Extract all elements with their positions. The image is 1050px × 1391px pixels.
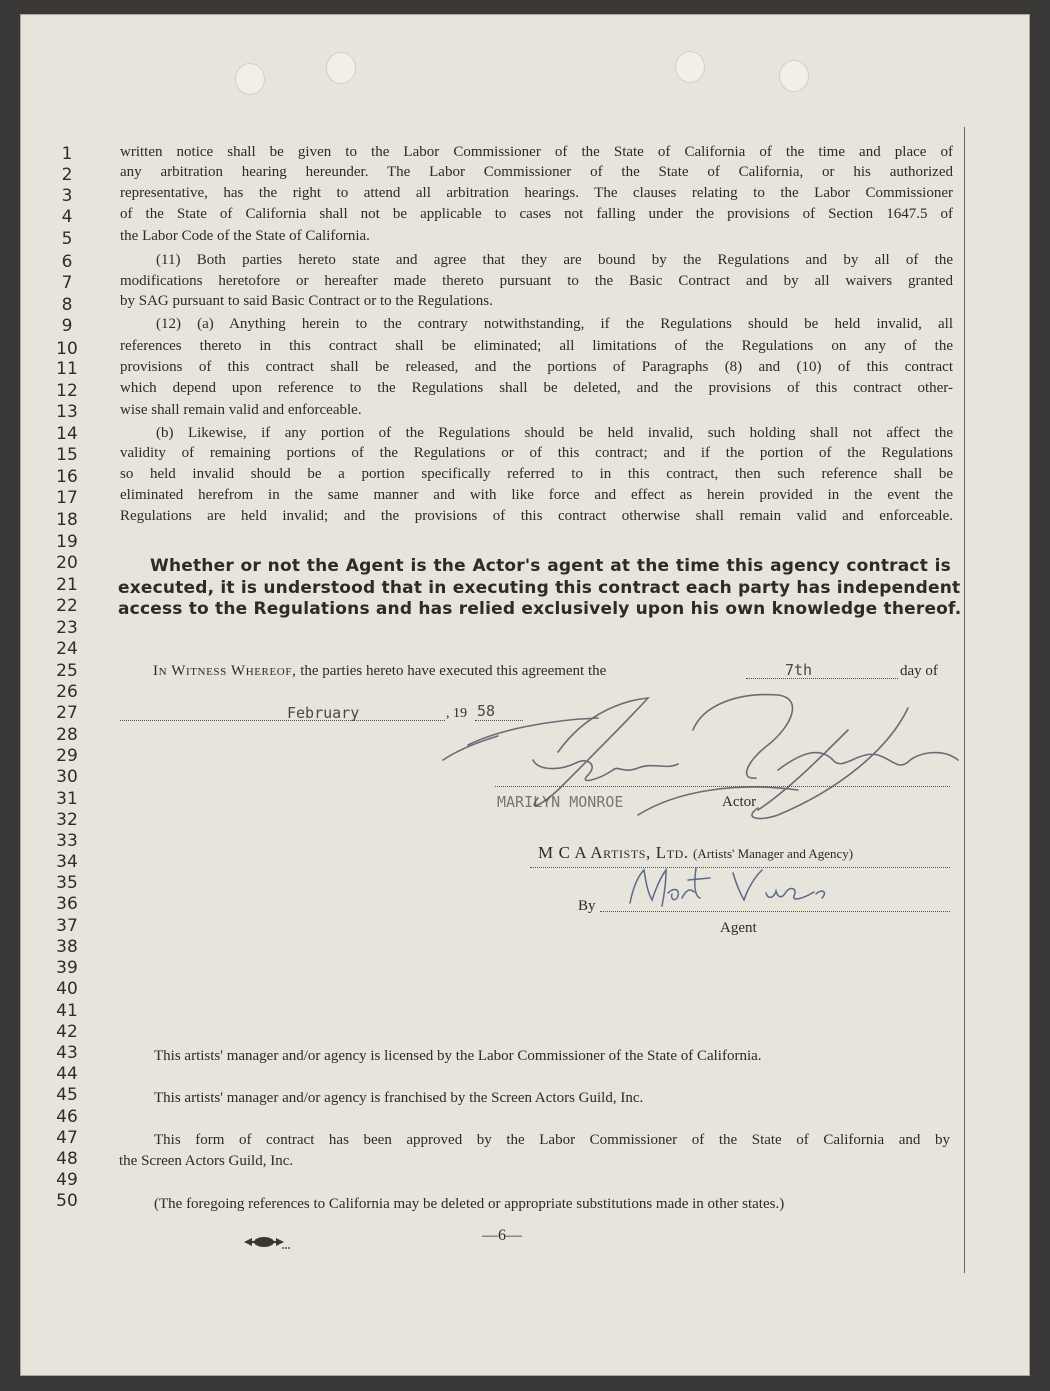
- month-line: [120, 720, 445, 721]
- line-number: 33: [56, 831, 78, 851]
- line-number: 14: [56, 424, 78, 444]
- body-line: of the State of California shall not be applicable to cases not falling under the provisions of Section 1647.5 of: [120, 206, 953, 222]
- day-of-label: day of: [900, 663, 938, 679]
- witness-text: the parties hereto have executed this agreement the: [300, 663, 607, 679]
- line-number: 43: [56, 1043, 78, 1063]
- substitution-note: (The foregoing references to California may be deleted or appropriate substitutions made in other states.): [154, 1196, 785, 1212]
- actor-name: MARILYN MONROE: [497, 793, 624, 811]
- line-number: 2: [61, 165, 73, 185]
- witness-lead: In Witness Whereof,: [153, 663, 297, 679]
- actor-signature: [438, 690, 978, 830]
- line-number: 23: [56, 618, 78, 638]
- body-line: Regulations are held invalid; and the provisions of this contract otherwise shall remain valid and enforceable.: [120, 508, 953, 524]
- year-value: 58: [477, 702, 496, 720]
- line-number: 19: [56, 532, 78, 552]
- line-number: 30: [56, 767, 78, 787]
- body-line: (b) Likewise, if any portion of the Regulations should be held invalid, such holding shall not affect the: [156, 425, 953, 441]
- month-value: February: [287, 704, 360, 722]
- body-line: (11) Both parties hereto state and agree that they are bound by the Regulations and by all of the: [156, 252, 953, 268]
- line-number: 49: [56, 1170, 78, 1190]
- line-number: 31: [56, 789, 78, 809]
- body-line: (12) (a) Anything herein to the contrary notwithstanding, if the Regulations should be held invalid, all: [156, 316, 953, 332]
- line-number: 17: [56, 488, 78, 508]
- line-number: 46: [56, 1107, 78, 1127]
- notice-line: Whether or not the Agent is the Actor's agent at the time this agency contract is: [150, 556, 951, 576]
- punch-hole: [779, 60, 809, 92]
- line-number: 6: [61, 252, 73, 272]
- agency-role: (Artists' Manager and Agency): [693, 846, 854, 861]
- line-number: 13: [56, 402, 78, 422]
- body-line: wise shall remain valid and enforceable.: [120, 402, 362, 418]
- notice-line: executed, it is understood that in executing this contract each party has independent: [118, 578, 961, 598]
- line-number: 16: [56, 467, 78, 487]
- punch-hole: [326, 52, 356, 84]
- line-number: 44: [56, 1064, 78, 1084]
- line-number: 9: [61, 316, 73, 336]
- line-number: 45: [56, 1085, 78, 1105]
- line-number: 24: [56, 639, 78, 659]
- line-number: 11: [56, 359, 78, 379]
- line-number: 3: [61, 186, 73, 206]
- day-value: 7th: [785, 661, 813, 679]
- line-number: 35: [56, 873, 78, 893]
- line-number: 22: [56, 596, 78, 616]
- line-number: 1: [61, 144, 73, 164]
- body-line: modifications heretofore or hereafter made thereto pursuant to the Basic Contract and by all waivers granted: [120, 273, 953, 289]
- line-number: 25: [56, 661, 78, 681]
- line-number: 39: [56, 958, 78, 978]
- body-line: representative, has the right to attend all arbitration hearings. The clauses relating to the Labor Commissioner: [120, 185, 953, 201]
- line-number: 8: [61, 295, 73, 315]
- year-prefix: 19: [453, 706, 467, 721]
- body-line: written notice shall be given to the Labor Commissioner of the State of California of the time and place of: [120, 144, 953, 160]
- agency-name: M C A Artists, Ltd.: [538, 843, 689, 862]
- agent-label: Agent: [720, 920, 757, 936]
- page-number: —6—: [482, 1227, 522, 1244]
- line-number: 48: [56, 1149, 78, 1169]
- union-label-icon: [244, 1232, 292, 1254]
- line-number: 12: [56, 381, 78, 401]
- line-number: 18: [56, 510, 78, 530]
- approval-statement-cont: the Screen Actors Guild, Inc.: [119, 1153, 294, 1169]
- body-line: references thereto in this contract shall be eliminated; all limitations of the Regulations on any of the: [120, 338, 953, 354]
- body-line: any arbitration hearing hereunder. The Labor Commissioner of the State of California, or his authorized: [120, 164, 953, 180]
- license-statement: This artists' manager and/or agency is licensed by the Labor Commissioner of the State of California.: [154, 1048, 762, 1064]
- line-number: 34: [56, 852, 78, 872]
- actor-role-label: Actor: [722, 794, 757, 810]
- body-line: so held invalid should be a portion specifically referred to in this contract, then such reference shall be: [120, 466, 953, 482]
- body-line: eliminated herefrom in the same manner and with like force and effect as herein provided in the event the: [120, 487, 953, 503]
- line-number: 40: [56, 979, 78, 999]
- body-line: the Labor Code of the State of California.: [120, 228, 370, 244]
- line-number: 32: [56, 810, 78, 830]
- body-line: which depend upon reference to the Regulations shall be deleted, and the provisions of this contract other-: [120, 380, 953, 396]
- line-number: 38: [56, 937, 78, 957]
- line-number: 20: [56, 553, 78, 573]
- body-line: provisions of this contract shall be released, and the portions of Paragraphs (8) and (10) of this contract: [120, 359, 953, 375]
- line-number: 47: [56, 1128, 78, 1148]
- body-line: validity of remaining portions of the Regulations or of this contract; and if the portion of the Regulations: [120, 445, 953, 461]
- line-number: 5: [61, 229, 73, 249]
- notice-line: access to the Regulations and has relied exclusively upon his own knowledge thereof.: [118, 599, 962, 619]
- line-number: 7: [61, 273, 73, 293]
- line-number: 27: [56, 703, 78, 723]
- line-number: 4: [61, 207, 73, 227]
- punch-hole: [235, 63, 265, 95]
- line-number: 29: [56, 746, 78, 766]
- line-number: 50: [56, 1191, 78, 1211]
- punch-hole: [675, 51, 705, 83]
- franchise-statement: This artists' manager and/or agency is franchised by the Screen Actors Guild, Inc.: [154, 1090, 644, 1106]
- line-number: 28: [56, 725, 78, 745]
- line-number: 42: [56, 1022, 78, 1042]
- agent-signature: [618, 858, 838, 918]
- by-label: By: [578, 898, 596, 914]
- line-number: 21: [56, 575, 78, 595]
- day-line: [746, 678, 898, 679]
- line-number: 37: [56, 916, 78, 936]
- line-number: 10: [56, 339, 78, 359]
- line-number: 26: [56, 682, 78, 702]
- line-number: 15: [56, 445, 78, 465]
- line-number: 36: [56, 894, 78, 914]
- body-line: by SAG pursuant to said Basic Contract or to the Regulations.: [120, 293, 493, 309]
- approval-statement: This form of contract has been approved by the Labor Commissioner of the State of California and by: [154, 1132, 950, 1148]
- line-number: 41: [56, 1001, 78, 1021]
